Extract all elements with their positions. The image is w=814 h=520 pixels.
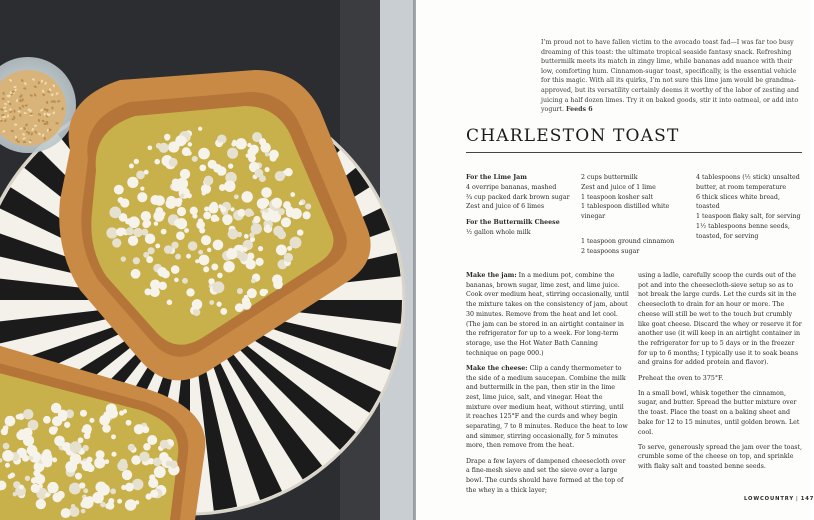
ingredients-column-2 (581, 173, 693, 257)
ingredient-item: 2 cups buttermilk (581, 174, 638, 181)
method-step-jam: Make the jam: In a medium pot, combine the bananas, brown sugar, lime zest, and lime juice. Cook over medium heat, stirring occasionally, until the mixture takes on the consistency of jam, about 30 minutes. Remove from the heat and let cool. (The jam can be stored in an airtight container in the refrigerator for up to a week. For long-term storage, use the Hot Water Bath Canning technique on page 000.) (466, 272, 629, 357)
ingredient-item: 6 thick slices white bread, toasted (696, 193, 780, 211)
method-column-1 (466, 271, 629, 501)
recipe-title: CHARLESTON TOAST (466, 126, 680, 146)
ingredient-item: Zest and juice of 6 limes (466, 203, 545, 211)
ingredient-item: 1½ tablespoons benne seeds, toasted, for serving (696, 222, 790, 240)
page-footer (744, 496, 814, 502)
method-step-curds: using a ladle, carefully scoop the curds out of the pot and into the cheesecloth-sieve setup so as to not break the large curds. Let the curds sit in the cheesecloth to drain for an hour or more. The cheese will still be wet to the touch but crumbly like goat cheese. Discard the whey or reserve it for another use (it will keep in an airtight container in the refrigerator for up to 5 days or in the freezer for up to 6 months; I typically use it to soak beans and grains for added protein and flavor). (638, 272, 802, 367)
ingredients-column-3 (696, 173, 802, 242)
method-step-cheese: Make the cheese: Clip a candy thermometer to the side of a medium saucepan. Combine the milk and buttermilk in the pan, then stir in the lime zest, lime juice, salt, and vinegar. Heat the mixture over medium heat, without stirring, until it reaches 125°F and the curds and whey begin separating, 7 to 8 minutes. Reduce the heat to low and simmer, stirring occasionally, for 5 minutes more, then remove from the heat. (466, 364, 628, 450)
method-step-serve: To serve, generously spread the jam over the toast, crumble some of the cheese on top, and sprinkle with flaky salt and toasted benne seeds. (638, 443, 802, 471)
ingredient-item: 4 tablespoons (½ stick) unsalted butter, at room temperature (696, 174, 800, 191)
intro-text: I’m proud not to have fallen victim to the avocado toast fad—I was far too busy dreaming of this toast: the ultimate tropical seaside fantasy snack. Refreshing buttermilk meets its match in zingy lime, while bananas add nuance with their low, comforting hum. Cinnamon-sugar toast, specifically, is the essential vehicle for this magic. With all its quirks, I’m not sure this lime jam would be grandma-approved, but its versatility certainly deems it worthy of the labor of zesting and juicing a half dozen limes. Try it on baked goods, stir it into oatmeal, or add into yogurt. (541, 39, 799, 114)
section-name: LOWCOUNTRY (744, 496, 795, 502)
method-column-2 (638, 271, 802, 477)
ingredient-item: 1 teaspoon flaky salt, for serving (696, 213, 801, 221)
recipe-yield: Feeds 6 (566, 106, 593, 114)
method-step-preheat: Preheat the oven to 375°F. (638, 374, 724, 382)
ingredient-item: 1 tablespoon distilled white vinegar (581, 203, 670, 221)
ingredient-item: ½ gallon whole milk (466, 228, 531, 236)
recipe-page (416, 0, 814, 520)
method-step-drain: Drape a few layers of dampened cheesecloth over a fine-mesh sieve and set the sieve over a large bowl. The curds should have formed at the top of the whey in a thick layer; (466, 457, 626, 494)
ingredient-item: ¾ cup packed dark brown sugar (466, 193, 570, 201)
title-rule (466, 152, 802, 153)
subheading-lime-jam: For the Lime Jam (466, 174, 527, 181)
ingredient-item: Zest and juice of 1 lime (581, 183, 656, 191)
ingredient-item: 1 teaspoon ground cinnamon (581, 237, 675, 245)
subheading-buttermilk-cheese: For the Buttermilk Cheese (466, 219, 560, 227)
page-number: 147 (800, 496, 814, 502)
ingredient-item: 1 teaspoon kosher salt (581, 193, 654, 201)
ingredient-item: 2 teaspoons sugar (581, 247, 640, 255)
method-step-toast: In a small bowl, whisk together the cinnamon, sugar, and butter. Spread the butter mixture over the toast. Place the toast on a baking sheet and bake for 12 to 15 minutes, until golden brown. Let cool. (638, 389, 800, 436)
intro-paragraph (541, 38, 803, 115)
footer-separator: | (796, 496, 799, 502)
ingredient-item: 4 overripe bananas, mashed (466, 183, 557, 191)
ingredients-column-1 (466, 173, 576, 238)
